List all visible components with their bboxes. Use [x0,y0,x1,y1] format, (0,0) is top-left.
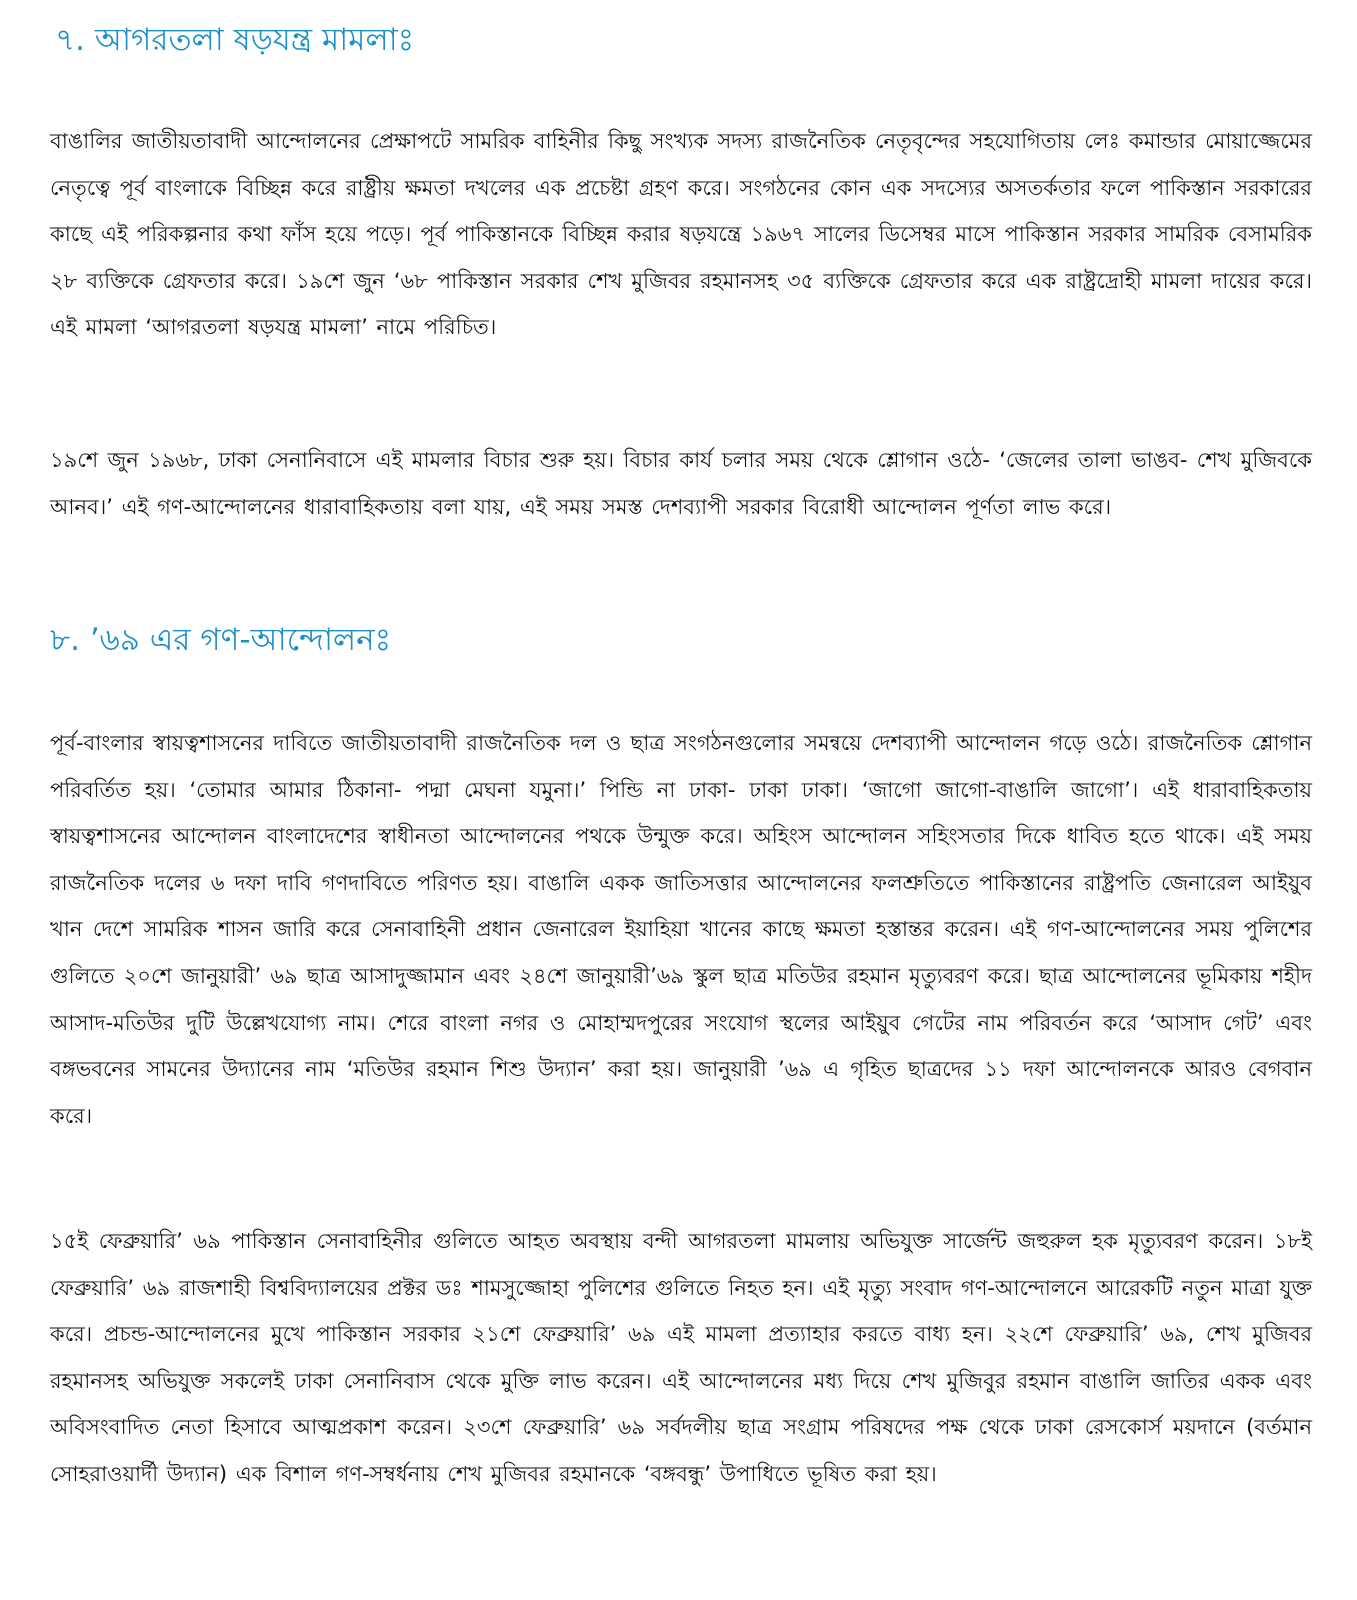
section-7-heading: ৭. আগরতলা ষড়যন্ত্র মামলাঃ [55,22,415,58]
section-8-paragraph-2: ১৫ই ফেব্রুয়ারি’ ৬৯ পাকিস্তান সেনাবাহিনীর গুলিতে আহত অবস্থায় বন্দী আগরতলা মামলায় অভিযুক্ত সার্জেন্ট জহুরুল হক মৃত্যুবরণ করেন। ১৮ই ফেব্রুয়ারি’ ৬৯ রাজশাহী বিশ্ববিদ্যালয়ের প্রক্টর ডঃ শামসুজ্জোহা পুলিশের গুলিতে নিহত হন। এই মৃত্যু সংবাদ গণ-আন্দোলনে আরেকটি নতুন মাত্রা যুক্ত করে। প্রচন্ড-আন্দোলনের মুখে পাকিস্তান সরকার ২১শে ফেব্রুয়ারি’ ৬৯ এই মামলা প্রত্যাহার করতে বাধ্য হন। ২২শে ফেব্রুয়ারি’ ৬৯, শেখ মুজিবর রহমানসহ অভিযুক্ত সকলেই ঢাকা সেনানিবাস থেকে মুক্তি লাভ করেন। এই আন্দোলনের মধ্য দিয়ে শেখ মুজিবুর রহমান বাঙালি জাতির একক এবং অবিসংবাদিত নেতা হিসাবে আত্মপ্রকাশ করেন। ২৩শে ফেব্রুয়ারি’ ৬৯ সর্বদলীয় ছাত্র সংগ্রাম পরিষদের পক্ষ থেকে ঢাকা রেসকোর্স ময়দানে (বর্তমান সোহরাওয়ার্দী উদ্যান) এক বিশাল গণ-সম্বর্ধনায় শেখ মুজিবর রহমানকে ‘বঙ্গবন্ধু’ উপাধিতে ভূষিত করা হয়। [50,1229,1312,1486]
section-8-heading: ৮. ’৬৯ এর গণ-আন্দোলনঃ [50,622,392,658]
section-8-paragraph-1: পূর্ব-বাংলার স্বায়ত্বশাসনের দাবিতে জাতীয়তাবাদী রাজনৈতিক দল ও ছাত্র সংগঠনগুলোর সমন্বয়ে দেশব্যাপী আন্দোলন গড়ে ওঠে। রাজনৈতিক শ্লোগান পরিবর্তিত হয়। ‘তোমার আমার ঠিকানা- পদ্মা মেঘনা যমুনা।’ পিন্ডি না ঢাকা- ঢাকা ঢাকা। ‘জাগো জাগো-বাঙালি জাগো’। এই ধারাবাহিকতায় স্বায়ত্বশাসনের আন্দোলন বাংলাদেশের স্বাধীনতা আন্দোলনের পথকে উন্মুক্ত করে। অহিংস আন্দোলন সহিংসতার দিকে ধাবিত হতে থাকে। এই সময় রাজনৈতিক দলের ৬ দফা দাবি গণদাবিতে পরিণত হয়। বাঙালি একক জাতিসত্তার আন্দোলনের ফলশ্রুতিতে পাকিস্তানের রাষ্ট্রপতি জেনারেল আইয়ুব খান দেশে সামরিক শাসন জারি করে সেনাবাহিনী প্রধান জেনারেল ইয়াহিয়া খানের কাছে ক্ষমতা হস্তান্তর করেন। এই গণ-আন্দোলনের সময় পুলিশের গুলিতে ২০শে জানুয়ারী’ ৬৯ ছাত্র আসাদুজ্জামান এবং ২৪শে জানুয়ারী’৬৯ স্কুল ছাত্র মতিউর রহমান মৃত্যুবরণ করে। ছাত্র আন্দোলনের ভূমিকায় শহীদ আসাদ-মতিউর দুটি উল্লেখযোগ্য নাম। শেরে বাংলা নগর ও মোহাম্মদপুরের সংযোগ স্থলের আইয়ুব গেটের নাম পরিবর্তন করে ‘আসাদ গেট’ এবং বঙ্গভবনের সামনের উদ্যানের নাম ‘মতিউর রহমান শিশু উদ্যান’ করা হয়। জানুয়ারী ’৬৯ এ গৃহিত ছাত্রদের ১১ দফা আন্দোলনকে আরও বেগবান করে। [50,731,1312,1128]
section-7-paragraph-2: ১৯শে জুন ১৯৬৮, ঢাকা সেনানিবাসে এই মামলার বিচার শুরু হয়। বিচার কার্য চলার সময় থেকে শ্লোগান ওঠে- ‘জেলের তালা ভাঙব- শেখ মুজিবকে আনব।’ এই গণ-আন্দোলনের ধারাবাহিকতায় বলা যায়, এই সময় সমস্ত দেশব্যাপী সরকার বিরোধী আন্দোলন পূর্ণতা লাভ করে। [50,448,1312,519]
section-7-paragraph-1: বাঙালির জাতীয়তাবাদী আন্দোলনের প্রেক্ষাপটে সামরিক বাহিনীর কিছু সংখ্যক সদস্য রাজনৈতিক নেতৃবৃন্দের সহযোগিতায় লেঃ কমান্ডার মোয়াজ্জেমের নেতৃত্বে পূর্ব বাংলাকে বিচ্ছিন্ন করে রাষ্ট্রীয় ক্ষমতা দখলের এক প্রচেষ্টা গ্রহণ করে। সংগঠনের কোন এক সদস্যের অসতর্কতার ফলে পাকিস্তান সরকারের কাছে এই পরিকল্পনার কথা ফাঁস হয়ে পড়ে। পূর্ব পাকিস্তানকে বিচ্ছিন্ন করার ষড়যন্ত্রে ১৯৬৭ সালের ডিসেম্বর মাসে পাকিস্তান সরকার সামরিক বেসামরিক ২৮ ব্যক্তিকে গ্রেফতার করে। ১৯শে জুন ‘৬৮ পাকিস্তান সরকার শেখ মুজিবর রহমানসহ ৩৫ ব্যক্তিকে গ্রেফতার করে এক রাষ্ট্রদ্রোহী মামলা দায়ের করে। এই মামলা ‘আগরতলা ষড়যন্ত্র মামলা’ নামে পরিচিত। [50,129,1312,340]
